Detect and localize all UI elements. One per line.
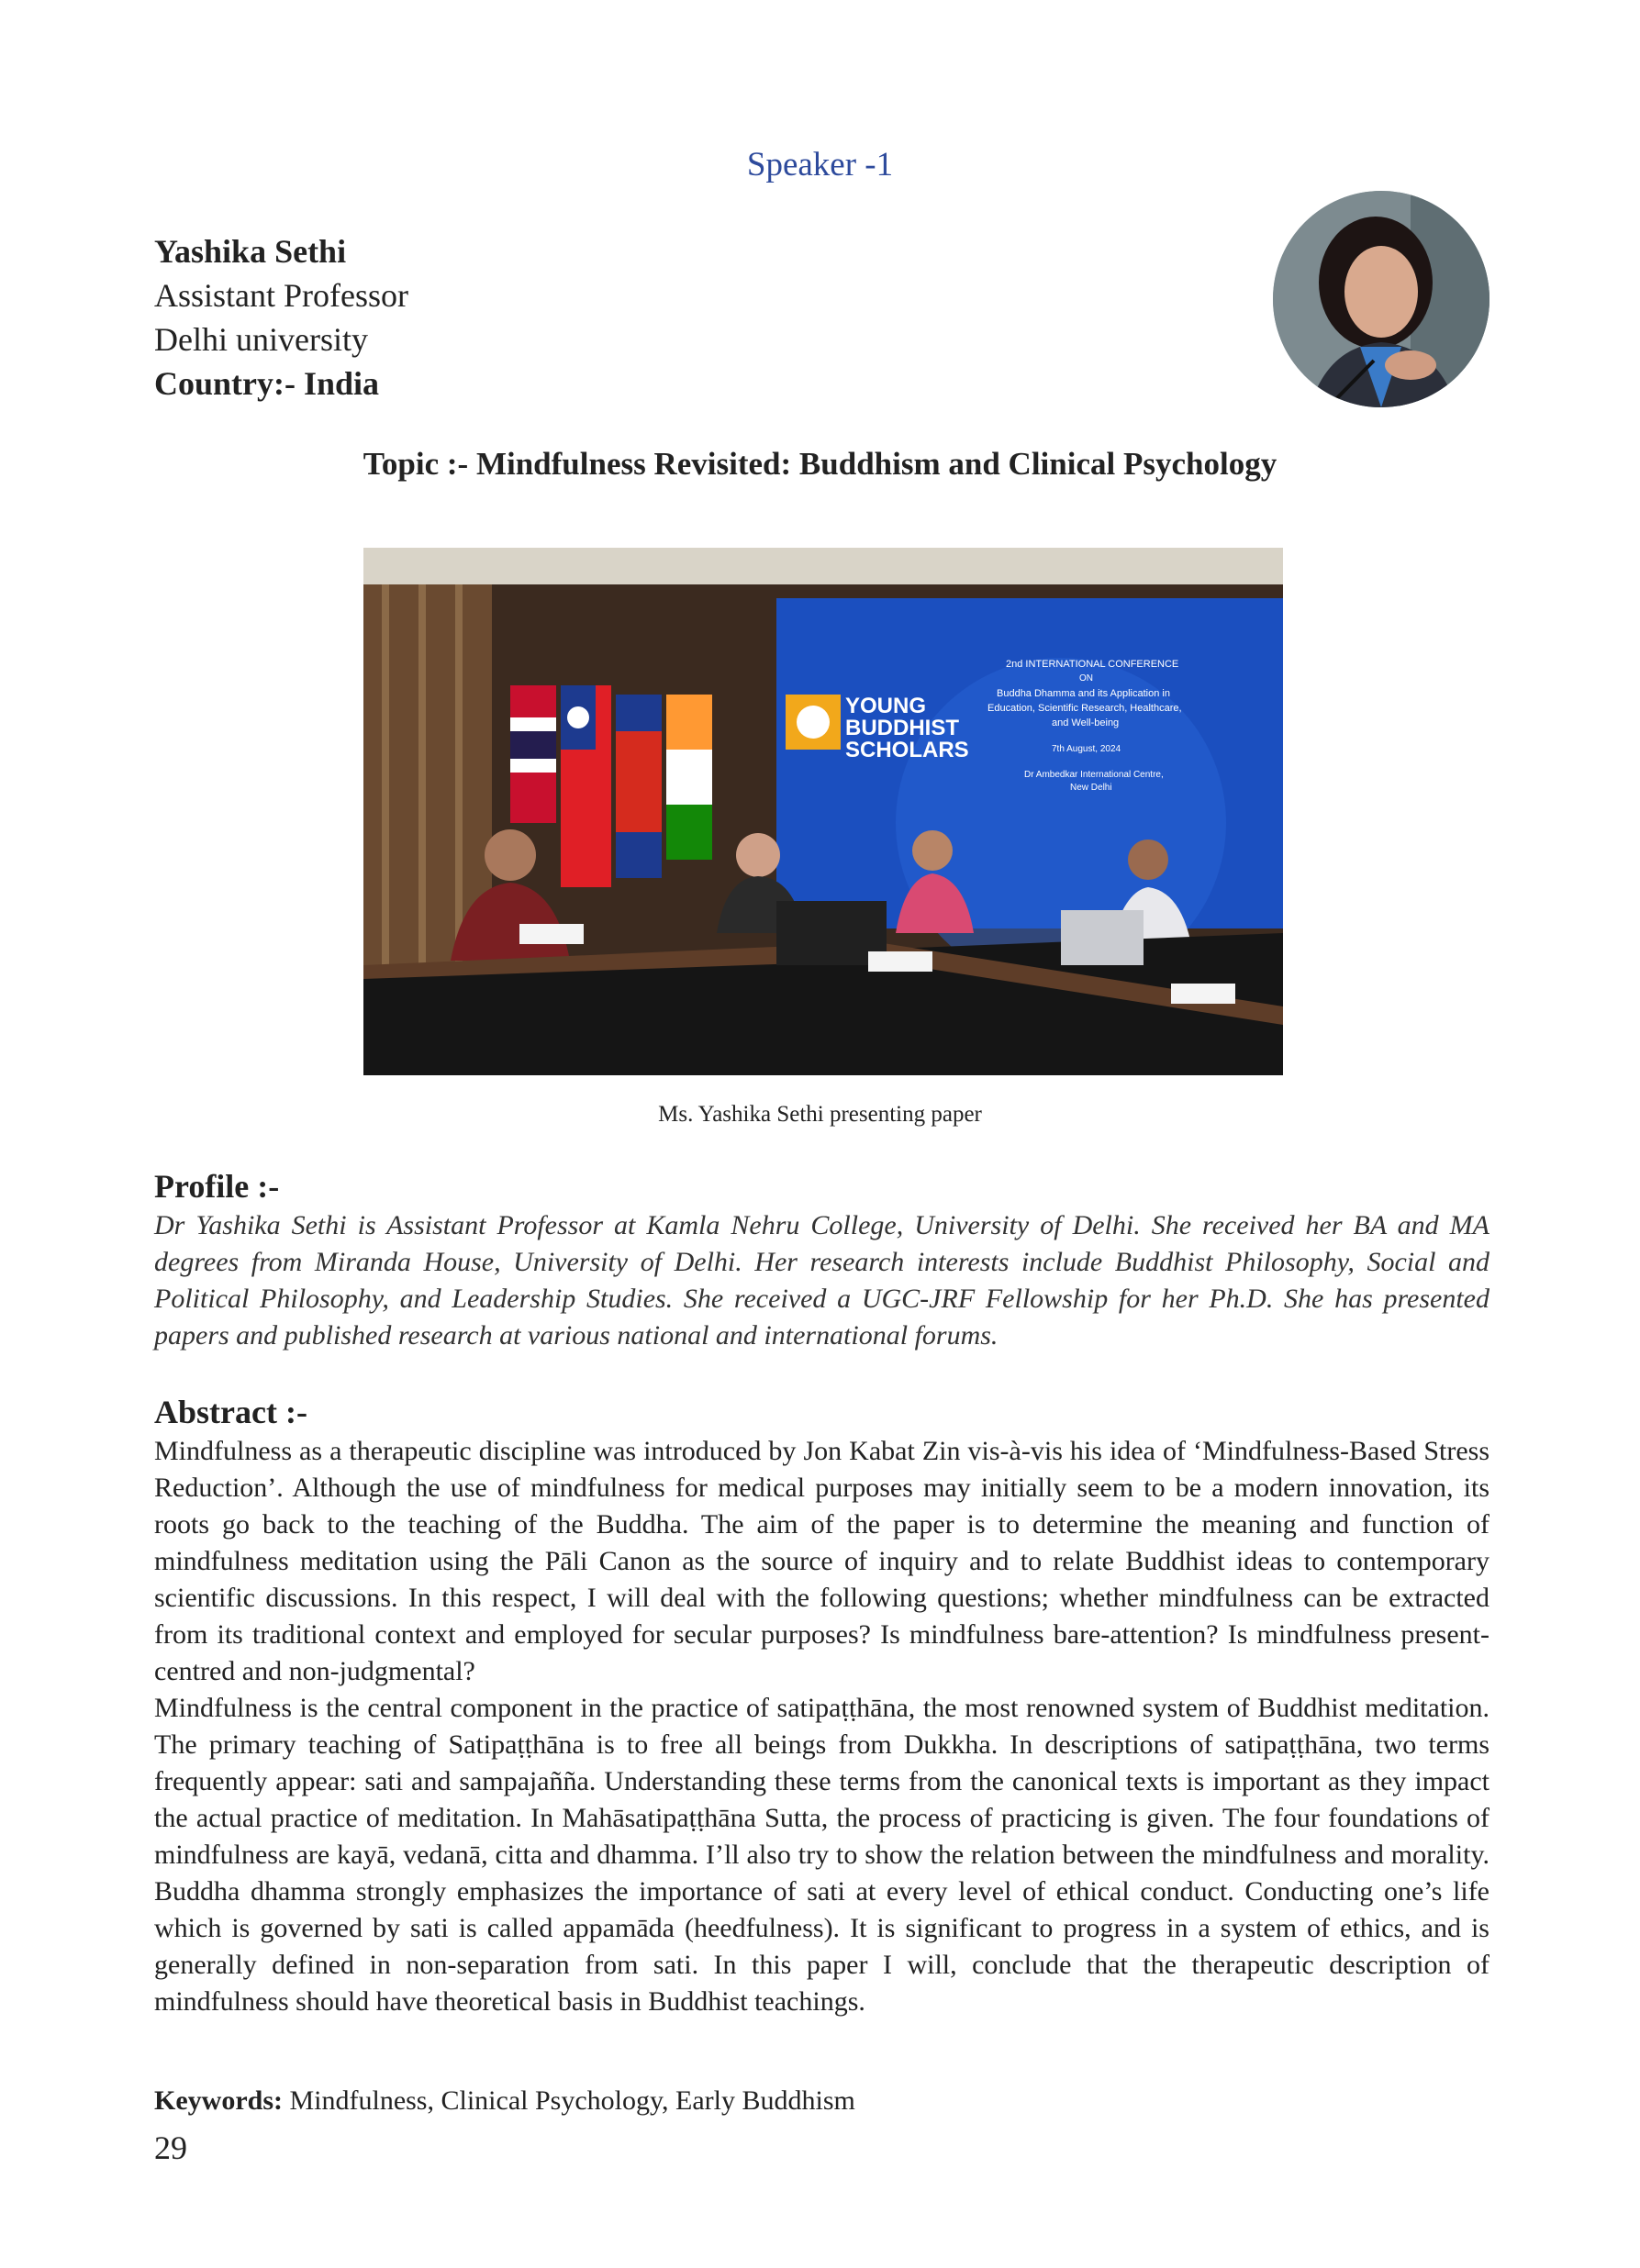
banner-date: 7th August, 2024 — [1052, 744, 1121, 754]
speaker-country: Country:- India — [154, 365, 380, 402]
abstract-paragraph-2: Mindfulness is the central component in the practice of satipaṭṭhāna, the most renowned system of Buddhist meditation. The primary teaching of Satipaṭṭhāna is to free all beings from Dukkha. In descriptions of satipaṭṭhāna, two terms frequently appear: sati and sampajañña. Understanding these terms from the canonical texts is important as they impact the actual practice of meditation. In Mahāsatipaṭṭhāna Sutta, the process of practicing is given. The four foundations of mindfulness are kayā, vedanā, citta and dhamma. I’ll also try to show the relation between the mindfulness and morality. Buddha dhamma strongly emphasizes the importance of sati at every level of ethical conduct. Conducting one’s life which is governed by sati is called appamāda (heedfulness). It is significant to progress in a system of ethics, and is generally defined in non-separation from sati. In this paper I will, conclude that the therapeutic description of mindfulness should have theoretical basis in Buddhist teachings. — [154, 1693, 1489, 2017]
photo-caption: Ms. Yashika Sethi presenting paper — [658, 1102, 982, 1127]
keywords-label: Keywords: — [154, 2085, 283, 2116]
abstract-body — [154, 1433, 1489, 2020]
speaker-name: Yashika Sethi — [154, 233, 347, 270]
banner-conf-4: Education, Scientific Research, Healthcare, — [987, 703, 1182, 714]
event-photo-illustration — [363, 548, 1283, 1075]
page-number: 29 — [154, 2129, 187, 2166]
profile-text: Dr Yashika Sethi is Assistant Professor at Kamla Nehru College, University of Delhi. She received her BA and MA degrees from Miranda House, University of Delhi. Her research interests include Buddhist Philosophy, Social and Political Philosophy, and Leadership Studies. She received a UGC-JRF Fellowship for her Ph.D. She has presented papers and published research at various national and international forums. — [154, 1210, 1489, 1351]
speaker-portrait — [1273, 191, 1489, 407]
abstract-heading: Abstract :- — [154, 1394, 307, 1430]
keywords — [154, 2083, 855, 2119]
speaker-heading: Speaker -1 — [746, 146, 894, 183]
topic-heading: Topic :- Mindfulness Revisited: Buddhism and Clinical Psychology — [363, 446, 1277, 482]
banner-venue-2: New Delhi — [1070, 783, 1112, 793]
banner-title-3: SCHOLARS — [845, 738, 969, 762]
event-photo — [363, 548, 1283, 1075]
speaker-affiliation: Delhi university — [154, 321, 368, 358]
banner-conf-5: and Well-being — [1052, 717, 1120, 728]
profile-heading: Profile :- — [154, 1168, 280, 1205]
banner-conf-3: Buddha Dhamma and its Application in — [997, 688, 1170, 699]
speaker-designation: Assistant Professor — [154, 277, 408, 314]
keywords-value: Mindfulness, Clinical Psychology, Early Buddhism — [282, 2085, 855, 2116]
portrait-illustration — [1273, 191, 1489, 407]
banner-title-2: BUDDHIST — [845, 716, 959, 740]
banner-conf-2: ON — [1079, 673, 1093, 684]
abstract-paragraph-1: Mindfulness as a therapeutic discipline was introduced by Jon Kabat Zin vis-à-vis his idea of ‘Mindfulness-Based Stress Reduction’. Although the use of mindfulness for medical purposes may initially seem to be a modern innovation, its roots go back to the teaching of the Buddha. The aim of the paper is to determine the meaning and function of mindfulness meditation using the Pāli Canon as the source of inquiry and to relate Buddhist ideas to contemporary scientific discussions. In this respect, I will deal with the following questions; whether mindfulness can be extracted from its traditional context and employed for secular purposes? Is mindfulness bare-attention? Is mindfulness present-centred and non-judgmental? — [154, 1436, 1489, 1686]
banner-conf-1: 2nd INTERNATIONAL CONFERENCE — [1006, 659, 1179, 670]
banner-venue-1: Dr Ambedkar International Centre, — [1024, 770, 1164, 780]
banner-title-1: YOUNG — [845, 694, 927, 718]
